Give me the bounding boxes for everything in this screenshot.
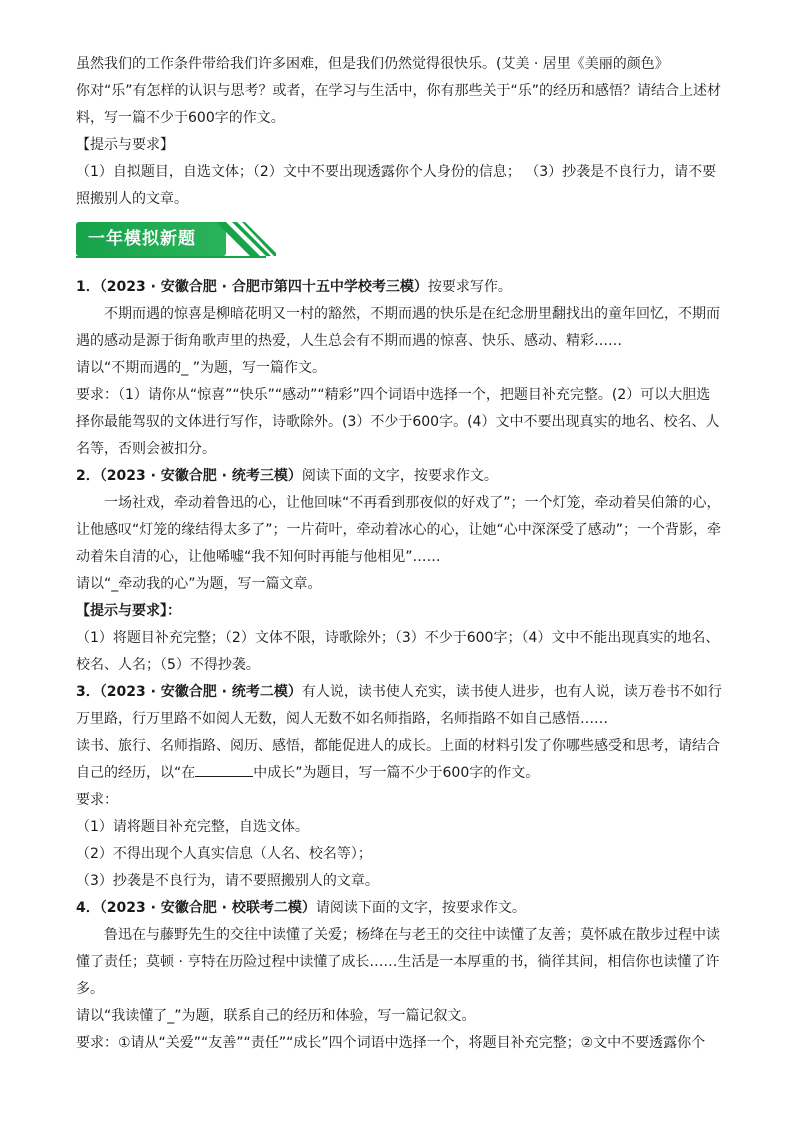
question-4-header xyxy=(76,895,724,922)
question-4-requirements: 要求：①请从“关爱”“友善”“责任”“成长”四个词语中选择一个，将题目补充完整；②文中不要透露你个 xyxy=(76,1035,706,1051)
question-2-header xyxy=(76,463,724,490)
question-3-prompt xyxy=(76,733,724,787)
hint-heading: 【提示与要求】 xyxy=(76,137,174,153)
banner-stripes-icon xyxy=(216,220,276,258)
question-1-material: 不期而遇的惊喜是柳暗花明又一村的豁然，不期而遇的快乐是在纪念册里翻找出的童年回忆，不期而遇的感动是源于街角歌声里的热爱，人生总会有不期而遇的惊喜、快乐、感动、精彩…… xyxy=(76,306,720,349)
question-4-source: （2023 · 安徽合肥 · 校联考二模） xyxy=(99,900,316,916)
document-body xyxy=(76,51,724,1057)
question-4-material: 鲁迅在与藤野先生的交往中读懂了关爱；杨绛在与老王的交往中读懂了友善；莫怀戚在散步过程中读懂了责任；莫顿 · 亨特在历险过程中读懂了成长……生活是一本厚重的书，徜徉其间，相信你也读懂了许多。 xyxy=(76,927,720,997)
question-3-prompt-part2: 中成长”为题目，写一篇不少于600字的作文。 xyxy=(253,765,540,781)
question-2-hint-heading: 【提示与要求】： xyxy=(76,603,181,619)
question-3-material: 有人说，读书使人充实，读书使人进步，也有人说，读万卷书不如行万里路，行万里路不如阅人无数，阅人无数不如名师指路，名师指路不如自己感悟…… xyxy=(76,684,722,727)
question-4-prompt: 请以“我读懂了_”为题，联系自己的经历和体验，写一篇记叙文。 xyxy=(76,1008,476,1024)
question-4-number: 4． xyxy=(76,900,100,916)
title-blank xyxy=(195,762,253,777)
question-2-hint-text: （1）将题目补充完整；（2）文体不限，诗歌除外；（3）不少于600字；（4）文中不能出现真实的地名、校名、人名；（5）不得抄袭。 xyxy=(76,630,720,673)
section-banner xyxy=(76,222,724,258)
question-1-header xyxy=(76,274,724,301)
question-3-number: 3． xyxy=(76,684,100,700)
question-2-source: （2023 · 安徽合肥 · 统考三模） xyxy=(99,468,302,484)
question-1-source: （2023 · 安徽合肥 · 合肥市第四十五中学校考三模） xyxy=(99,279,428,295)
question-2-instruction: 阅读下面的文字，按要求作文。 xyxy=(301,468,498,484)
question-4-instruction: 请阅读下面的文字，按要求作文。 xyxy=(315,900,526,916)
question-2-number: 2． xyxy=(76,468,100,484)
question-3-requirement-3: （3）抄袭是不良行为，请不要照搬别人的文章。 xyxy=(76,873,379,889)
question-3-prompt-part1: 读书、旅行、名师指路、阅历、感悟，都能促进人的成长。上面的材料引发了你哪些感受和思考，请结合自己的经历，以“在 xyxy=(76,738,720,781)
material-quote: 虽然我们的工作条件带给我们许多困难，但是我们仍然觉得很快乐。(艾美 · 居里《美丽的颜色》 xyxy=(76,56,669,72)
question-1-requirements: 要求：（1）请你从“惊喜”“快乐”“感动”“精彩”四个词语中选择一个，把题目补充完整。(2）可以大胆选择你最能驾驭的文体进行写作，诗歌除外。(3）不少于600字。(4）文中不要出现真实的地名、校名、人名等，否则会被扣分。 xyxy=(76,387,720,457)
question-1-instruction: 按要求写作。 xyxy=(427,279,512,295)
question-2-material: 一场社戏，牵动着鲁迅的心，让他回味“不再看到那夜似的好戏了”；一个灯笼，牵动着吴伯箫的心，让他感叹“灯笼的缘结得太多了”；一片荷叶，牵动着冰心的心，让她“心中深深受了感动”；一个背影，牵动着朱自清的心，让他唏嘘“我不知何时再能与他相见”…… xyxy=(76,495,722,565)
question-2-prompt: 请以“_牵动我的心”为题，写一篇文章。 xyxy=(76,576,322,592)
question-1-number: 1． xyxy=(76,279,100,295)
hint-text: （1）自拟题目，自选文体；（2）文中不要出现透露你个人身份的信息； （3）抄袭是不良行力，请不要照搬别人的文章。 xyxy=(76,164,717,207)
question-3-requirements-heading: 要求： xyxy=(76,792,118,808)
question-1-prompt: 请以“不期而遇的_ ”为题，写一篇作文。 xyxy=(76,360,326,376)
essay-prompt: 你对“乐”有怎样的认识与思考？或者，在学习与生活中，你有那些关于“乐”的经历和感悟？请结合上述材料，写一篇不少于600字的作文。 xyxy=(76,83,722,126)
banner-title: 一年模拟新题 xyxy=(88,229,196,249)
question-3-header xyxy=(76,679,724,733)
question-3-requirement-2: （2）不得出现个人真实信息（人名、校名等）； xyxy=(76,846,372,862)
question-3-requirement-1: （1）请将题目补充完整，自选文体。 xyxy=(76,819,309,835)
question-3-source: （2023 · 安徽合肥 · 统考二模） xyxy=(99,684,302,700)
